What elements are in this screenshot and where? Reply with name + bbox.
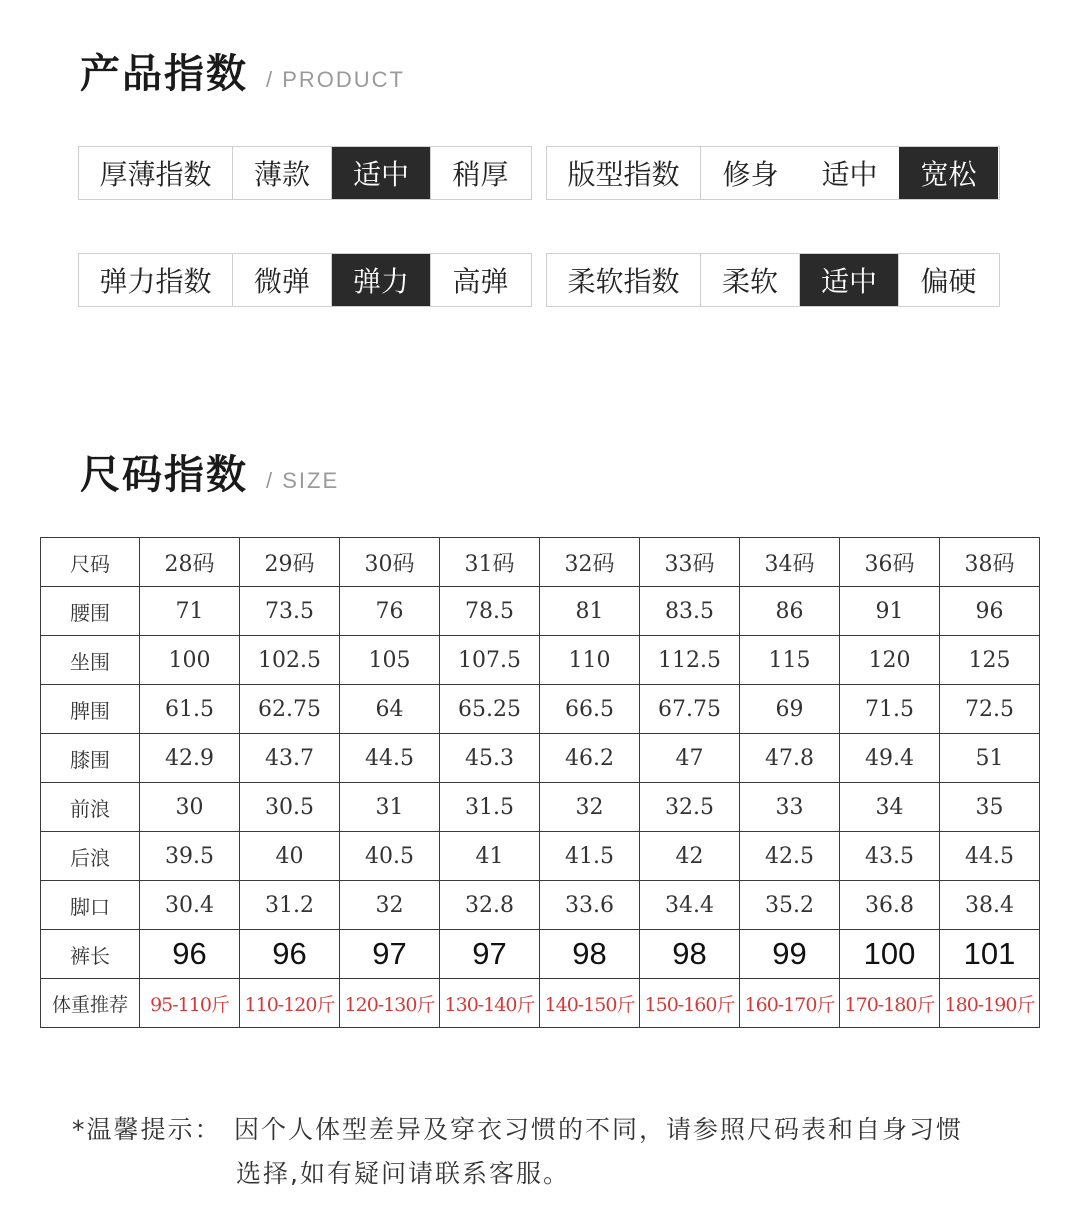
table-cell: 43.5 [840,832,940,881]
table-cell: 99 [740,930,840,979]
product-index-title [80,42,405,99]
table-cell: 64 [340,685,440,734]
table-cell: 115 [740,636,840,685]
table-cell: 43.7 [240,734,340,783]
size-table [40,537,1040,1028]
table-row [41,930,1040,979]
table-header-cell: 34码 [740,538,840,587]
table-cell: 30.4 [140,881,240,930]
reminder-label: *温馨提示： [72,1115,222,1144]
thickness-option-thin: 薄款 [233,147,332,199]
size-table-header-row [41,538,1040,587]
table-header-cell: 33码 [640,538,740,587]
softness-option-medium: 适中 [800,254,899,306]
fit-index-label: 版型指数 [547,147,701,199]
table-cell: 31.5 [440,783,540,832]
table-header-cell: 尺码 [41,538,140,587]
elasticity-option-slight: 微弹 [233,254,332,306]
table-cell: 32 [340,881,440,930]
thickness-index-label: 厚薄指数 [79,147,233,199]
table-cell: 62.75 [240,685,340,734]
table-cell: 30.5 [240,783,340,832]
table-cell: 40.5 [340,832,440,881]
table-cell: 107.5 [440,636,540,685]
table-cell: 71.5 [840,685,940,734]
softness-option-hard: 偏硬 [920,265,977,298]
table-cell: 33.6 [540,881,640,930]
table-cell: 44.5 [340,734,440,783]
table-cell: 73.5 [240,587,340,636]
table-cell: 150-160斤 [640,979,740,1028]
table-row-label: 腰围 [41,587,140,636]
table-cell: 36.8 [840,881,940,930]
table-header-cell: 32码 [540,538,640,587]
table-row [41,734,1040,783]
table-cell: 38.4 [940,881,1040,930]
table-header-cell: 36码 [840,538,940,587]
table-cell: 46.2 [540,734,640,783]
table-cell: 125 [940,636,1040,685]
table-cell: 97 [340,930,440,979]
table-cell: 31 [340,783,440,832]
table-cell: 32.8 [440,881,540,930]
thickness-option-thick: 稍厚 [452,158,509,191]
table-cell: 35 [940,783,1040,832]
table-row [41,881,1040,930]
table-cell: 30 [140,783,240,832]
table-cell: 170-180斤 [840,979,940,1028]
table-cell: 35.2 [740,881,840,930]
table-cell: 140-150斤 [540,979,640,1028]
table-cell: 100 [140,636,240,685]
table-cell: 98 [540,930,640,979]
table-row [41,783,1040,832]
table-cell: 33 [740,783,840,832]
table-header-cell: 28码 [140,538,240,587]
table-cell: 81 [540,587,640,636]
table-cell: 72.5 [940,685,1040,734]
reminder-line-2: 选择,如有疑问请联系客服。 [236,1159,570,1188]
table-cell: 102.5 [240,636,340,685]
table-cell: 32 [540,783,640,832]
table-cell: 96 [940,587,1040,636]
table-row-label: 后浪 [41,832,140,881]
table-header-cell: 29码 [240,538,340,587]
table-cell: 61.5 [140,685,240,734]
table-cell: 41 [440,832,540,881]
softness-index [546,253,1000,307]
size-index-title-en: / SIZE [266,468,340,493]
table-cell: 34 [840,783,940,832]
table-cell: 110-120斤 [240,979,340,1028]
table-row [41,685,1040,734]
kind-reminder [72,1108,1057,1196]
softness-option-soft: 柔软 [701,254,800,306]
table-cell: 51 [940,734,1040,783]
table-cell: 42.5 [740,832,840,881]
product-index-title-cn: 产品指数 [80,51,248,97]
table-row [41,832,1040,881]
table-cell: 78.5 [440,587,540,636]
table-cell: 40 [240,832,340,881]
table-cell: 96 [140,930,240,979]
table-cell: 83.5 [640,587,740,636]
table-cell: 47 [640,734,740,783]
elasticity-index-label: 弹力指数 [79,254,233,306]
table-cell: 86 [740,587,840,636]
table-cell: 65.25 [440,685,540,734]
fit-option-regular: 适中 [821,158,878,191]
table-row [41,979,1040,1028]
table-cell: 101 [940,930,1040,979]
table-row-label: 膝围 [41,734,140,783]
table-row-label: 脾围 [41,685,140,734]
product-index-title-en: / PRODUCT [266,67,405,92]
table-row-label: 裤长 [41,930,140,979]
size-index-title [80,443,339,500]
table-cell: 160-170斤 [740,979,840,1028]
table-cell: 96 [240,930,340,979]
table-row-label: 脚口 [41,881,140,930]
table-cell: 39.5 [140,832,240,881]
table-cell: 97 [440,930,540,979]
table-cell: 49.4 [840,734,940,783]
fit-index [546,146,1000,200]
fit-option-slim: 修身 [722,158,779,191]
table-cell: 120-130斤 [340,979,440,1028]
table-cell: 32.5 [640,783,740,832]
table-cell: 112.5 [640,636,740,685]
table-header-cell: 30码 [340,538,440,587]
table-cell: 76 [340,587,440,636]
table-header-cell: 31码 [440,538,540,587]
table-row-label: 前浪 [41,783,140,832]
table-header-cell: 38码 [940,538,1040,587]
table-cell: 98 [640,930,740,979]
table-cell: 105 [340,636,440,685]
table-cell: 66.5 [540,685,640,734]
elasticity-option-high: 高弹 [452,265,509,298]
table-cell: 69 [740,685,840,734]
reminder-line-1: 因个人体型差异及穿衣习惯的不同，请参照尺码表和自身习惯 [234,1115,964,1144]
table-cell: 130-140斤 [440,979,540,1028]
table-cell: 42 [640,832,740,881]
table-cell: 42.9 [140,734,240,783]
table-cell: 110 [540,636,640,685]
size-index-title-cn: 尺码指数 [80,452,248,498]
table-cell: 31.2 [240,881,340,930]
table-cell: 45.3 [440,734,540,783]
table-cell: 180-190斤 [940,979,1040,1028]
table-row [41,587,1040,636]
table-cell: 91 [840,587,940,636]
table-cell: 95-110斤 [140,979,240,1028]
softness-index-label: 柔软指数 [547,254,701,306]
table-cell: 120 [840,636,940,685]
table-cell: 41.5 [540,832,640,881]
table-row-label: 体重推荐 [41,979,140,1028]
table-cell: 71 [140,587,240,636]
table-row [41,636,1040,685]
thickness-option-medium: 适中 [332,147,431,199]
table-cell: 47.8 [740,734,840,783]
thickness-index [78,146,532,200]
table-row-label: 坐围 [41,636,140,685]
table-cell: 67.75 [640,685,740,734]
elasticity-index [78,253,532,307]
table-cell: 100 [840,930,940,979]
table-cell: 34.4 [640,881,740,930]
table-cell: 44.5 [940,832,1040,881]
elasticity-option-stretch: 弹力 [332,254,431,306]
fit-option-loose: 宽松 [899,147,998,199]
